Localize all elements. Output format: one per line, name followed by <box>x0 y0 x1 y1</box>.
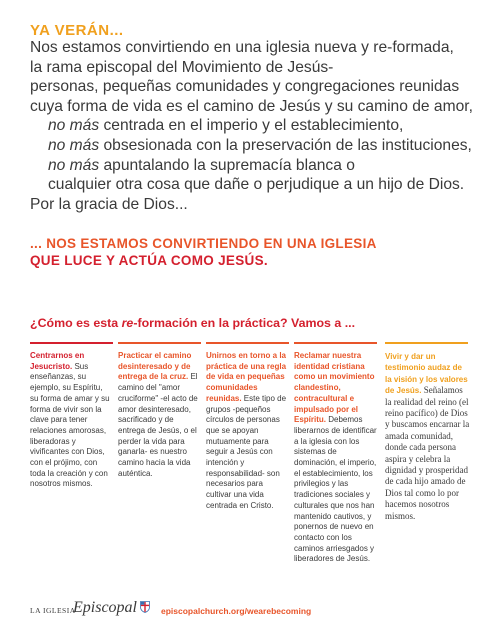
headline-line-2: QUE LUCE Y ACTÚA COMO JESÚS. <box>30 253 268 268</box>
intro-line-7 <box>30 156 490 176</box>
intro-line-2: la rama episcopal del Movimiento de Jesús- <box>30 58 334 76</box>
no-mas-emphasis: no más <box>48 136 100 154</box>
column-body: Señalamos la realidad del reino (el reino pacífico) de Dios y buscamos encarnar la amada comunidad, donde cada persona aspira y celebra la dignidad y prosperidad de cada hijo amado de Dios tal como lo por hacemos nosotros mismos. <box>385 385 470 521</box>
column-rule <box>294 342 377 344</box>
brand-small-text: LA IGLESIA <box>30 606 76 615</box>
intro-line-1: Nos estamos convirtiendo en una iglesia nueva y re-formada, <box>30 39 454 56</box>
practice-column-1 <box>30 351 112 490</box>
column-title: Reclamar nuestra identidad cristiana como un movimiento clandestino, contracultural e impulsado por el Espíritu. <box>294 351 375 425</box>
subhead-after: -formación en la práctica? Vamos a ... <box>133 316 356 330</box>
intro-kicker: YA VERÁN... <box>30 22 124 39</box>
intro-line-5-text: centrada en el imperio y el establecimiento, <box>99 117 404 135</box>
episcopal-shield-icon <box>140 601 150 613</box>
no-mas-emphasis: no más <box>48 156 100 174</box>
no-mas-emphasis: no más <box>48 117 100 135</box>
column-title: Vivir y dar un testimonio audaz de la visión y los valores de Jesús. <box>385 352 468 396</box>
headline <box>30 235 377 269</box>
column-title: Centrarnos en Jesucristo. <box>30 351 85 371</box>
column-body: Este tipo de grupos -pequeños círculos de personas que se apoyan mutuamente para seguir a Jesús con intención y responsabilidad- son necesarios para cultivar una vida centrada en Cristo. <box>206 393 287 510</box>
column-rule <box>118 342 201 344</box>
column-body: Sus enseñanzas, su ejemplo, su Espíritu, su forma de amar y su forma de vivir son la clave para tener relaciones amorosas, liberadoras y vivificantes con Dios, con el prójimo, con toda la creación y con nosotros mismos. <box>30 361 110 489</box>
section-subhead <box>30 316 355 330</box>
intro-line-4: cuya forma de vida es el camino de Jesús y su camino de amor, <box>30 97 473 115</box>
practice-column-5 <box>385 351 470 522</box>
website-link[interactable]: episcopalchurch.org/wearebecoming <box>161 606 312 616</box>
footer <box>30 599 470 621</box>
intro-line-8: cualquier otra cosa que dañe o perjudique a un hijo de Dios. <box>48 176 465 194</box>
intro-paragraph <box>30 38 490 214</box>
column-title: Unirnos en torno a la práctica de una regla de vida en pequeñas comunidades reunidas. <box>206 351 287 403</box>
subhead-italic: re <box>121 316 134 330</box>
practice-column-3 <box>206 351 290 512</box>
headline-line-1: ... NOS ESTAMOS CONVIRTIENDO EN UNA IGLESIA <box>30 236 377 251</box>
column-title: Practicar el camino desinteresado y de entrega de la cruz. <box>118 351 192 382</box>
intro-line-6 <box>30 136 490 156</box>
intro-line-9: Por la gracia de Dios... <box>30 195 188 213</box>
practice-column-2 <box>118 351 201 479</box>
column-rule <box>206 342 289 344</box>
intro-line-5 <box>30 116 490 136</box>
intro-line-7-text: apuntalando la supremacía blanca o <box>99 156 355 174</box>
column-body: El camino del "amor cruciforme" -el acto de amor desinteresado, sacrificado y de entrega de Jesús, o el perder la vida para ganarla- es nuestro camino hacia la vida auténtica. <box>118 372 198 478</box>
column-body: Debemos liberarnos de identificar a la iglesia con los sistemas de dominación, el imperio, el establecimiento, los privilegios y las tradiciones sociales y culturales que nos han mantenido cautivos, y ponernos de nuevo en contacto con los caminos arriesgados y liberadores de Jesús. <box>294 415 377 564</box>
intro-line-6-text: obsesionada con la preservación de las instituciones, <box>99 136 472 154</box>
subhead-before: ¿Cómo es esta <box>30 316 122 330</box>
brand-logo-text: Episcopal <box>73 599 137 616</box>
practice-column-4 <box>294 351 380 565</box>
intro-line-3: personas, pequeñas comunidades y congregaciones reunidas <box>30 78 460 96</box>
column-rule <box>385 342 468 344</box>
column-rule <box>30 342 113 344</box>
